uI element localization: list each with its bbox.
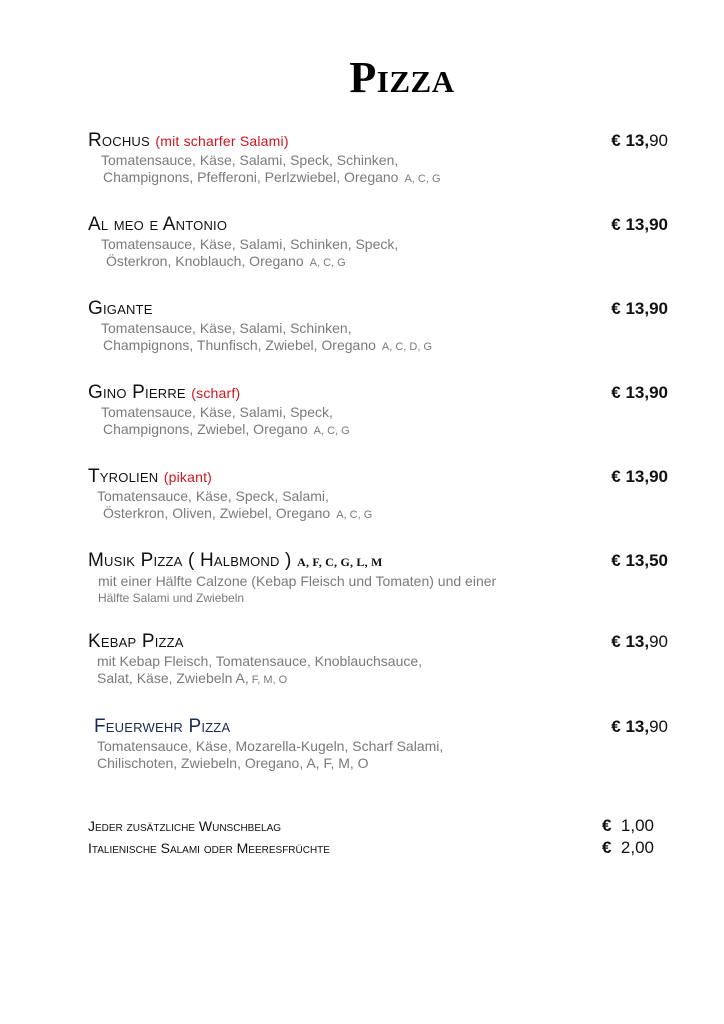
price-cents: 90 bbox=[649, 131, 668, 150]
item-description bbox=[88, 404, 678, 440]
item-name-text: Feuerwehr Pizza bbox=[94, 716, 231, 737]
allergen-codes: A, C, G bbox=[309, 257, 346, 269]
price-cents: 90 bbox=[649, 717, 668, 736]
currency-symbol: € bbox=[602, 838, 612, 857]
menu-item-musik-pizza bbox=[88, 550, 678, 607]
description-line: Tomatensauce, Käse, Salami, Speck, bbox=[101, 404, 333, 420]
extra-price bbox=[602, 815, 654, 837]
item-description bbox=[88, 653, 678, 689]
item-name bbox=[88, 466, 678, 488]
extra-amount: 1,00 bbox=[611, 816, 655, 835]
menu-item-feuerwehr-pizza bbox=[94, 716, 684, 772]
menu-item-rochus bbox=[88, 130, 678, 188]
item-description bbox=[88, 152, 678, 188]
description-line bbox=[88, 670, 678, 689]
item-name bbox=[88, 298, 678, 320]
item-note: (scharf) bbox=[191, 385, 241, 401]
price-cents: 90 bbox=[649, 632, 668, 651]
description-line: mit einer Hälfte Calzone (Kebap Fleisch und Tomaten) und einer bbox=[98, 573, 497, 589]
allergen-codes: F, M, O bbox=[251, 674, 288, 686]
item-name-text: Al meo e Antonio bbox=[88, 214, 228, 235]
extra-label: Italienische Salami oder Meeresfrüchte bbox=[88, 840, 330, 856]
extra-price bbox=[602, 837, 654, 859]
item-name-text: Tyrolien bbox=[88, 466, 159, 487]
description-text: Champignons, Pfefferoni, Perlzwiebel, Oregano bbox=[103, 169, 399, 185]
description-line: Chilischoten, Zwiebeln, Oregano, A, F, M, O bbox=[97, 755, 369, 771]
extra-label: Jeder zusätzliche Wunschbelag bbox=[88, 818, 282, 834]
item-name-text: Kebap Pizza bbox=[88, 631, 184, 652]
description-text: Salat, Käse, Zwiebeln A, bbox=[97, 670, 249, 686]
price-main: € 13, bbox=[611, 632, 650, 651]
menu-item-kebap-pizza bbox=[88, 631, 678, 689]
item-price bbox=[611, 551, 668, 571]
menu-item-gino-pierre bbox=[88, 382, 678, 440]
description-line bbox=[88, 253, 678, 272]
description-line: mit Kebap Fleisch, Tomatensauce, Knoblauchsauce, bbox=[97, 653, 423, 669]
extra-amount: 2,00 bbox=[611, 838, 655, 857]
item-name bbox=[88, 130, 678, 152]
description-line: Tomatensauce, Käse, Salami, Schinken, bbox=[101, 320, 352, 336]
description-text: Champignons, Zwiebel, Oregano bbox=[103, 421, 308, 437]
extra-row bbox=[88, 815, 678, 837]
extras-section bbox=[88, 815, 678, 859]
item-description bbox=[94, 738, 684, 772]
price-main: € 13, bbox=[611, 717, 650, 736]
item-description bbox=[88, 488, 678, 524]
currency-symbol: € bbox=[602, 816, 612, 835]
allergen-codes: A, C, G bbox=[313, 425, 350, 437]
description-line: Tomatensauce, Käse, Salami, Speck, Schinken, bbox=[101, 152, 399, 168]
item-name-text: Gino Pierre bbox=[88, 382, 186, 403]
item-name-text: Gigante bbox=[88, 298, 153, 319]
item-name bbox=[88, 550, 678, 573]
description-line bbox=[88, 421, 678, 440]
item-price bbox=[611, 467, 668, 487]
item-name bbox=[94, 716, 684, 738]
price-main: € 13,50 bbox=[611, 551, 668, 570]
item-name-text: Rochus bbox=[88, 130, 150, 151]
allergen-codes: A, C, G bbox=[404, 173, 441, 185]
page-title: Pizza bbox=[349, 53, 455, 102]
description-line: Tomatensauce, Käse, Speck, Salami, bbox=[97, 488, 329, 504]
price-main: € 13,90 bbox=[611, 383, 668, 402]
item-description bbox=[88, 320, 678, 356]
allergen-codes: A, C, D, G bbox=[381, 341, 433, 353]
item-price bbox=[611, 632, 668, 652]
extra-row bbox=[88, 837, 678, 859]
item-price bbox=[611, 299, 668, 319]
item-note: (mit scharfer Salami) bbox=[155, 133, 289, 149]
menu-item-gigante bbox=[88, 298, 678, 356]
menu-item-tyrolien bbox=[88, 466, 678, 524]
description-text: Champignons, Thunfisch, Zwiebel, Oregano bbox=[103, 337, 376, 353]
description-line bbox=[88, 337, 678, 356]
description-line: Hälfte Salami und Zwiebeln bbox=[98, 591, 245, 605]
description-line: Tomatensauce, Käse, Salami, Schinken, Speck, bbox=[101, 236, 399, 252]
description-line bbox=[88, 169, 678, 188]
description-text: Österkron, Oliven, Zwiebel, Oregano bbox=[103, 505, 331, 521]
item-price bbox=[611, 131, 668, 151]
price-main: € 13,90 bbox=[611, 467, 668, 486]
item-price bbox=[611, 383, 668, 403]
description-text: Österkron, Knoblauch, Oregano bbox=[106, 253, 304, 269]
item-name bbox=[88, 382, 678, 404]
allergen-codes: A, C, G bbox=[336, 509, 373, 521]
item-description bbox=[88, 573, 678, 607]
item-note: (pikant) bbox=[163, 469, 213, 485]
description-line bbox=[88, 505, 678, 524]
item-name bbox=[88, 631, 678, 653]
item-price bbox=[611, 717, 668, 737]
item-description bbox=[88, 236, 678, 272]
menu-item-al-meo-e-antonio bbox=[88, 214, 678, 272]
item-name-text: Musik Pizza ( Halbmond ) bbox=[88, 550, 292, 571]
description-line: Tomatensauce, Käse, Mozarella-Kugeln, Scharf Salami, bbox=[97, 738, 444, 754]
item-name bbox=[88, 214, 678, 236]
item-price bbox=[611, 215, 668, 235]
price-main: € 13,90 bbox=[611, 299, 668, 318]
price-main: € 13, bbox=[611, 131, 650, 150]
allergen-codes: A, F, C, G, L, M bbox=[297, 555, 383, 569]
price-main: € 13,90 bbox=[611, 215, 668, 234]
